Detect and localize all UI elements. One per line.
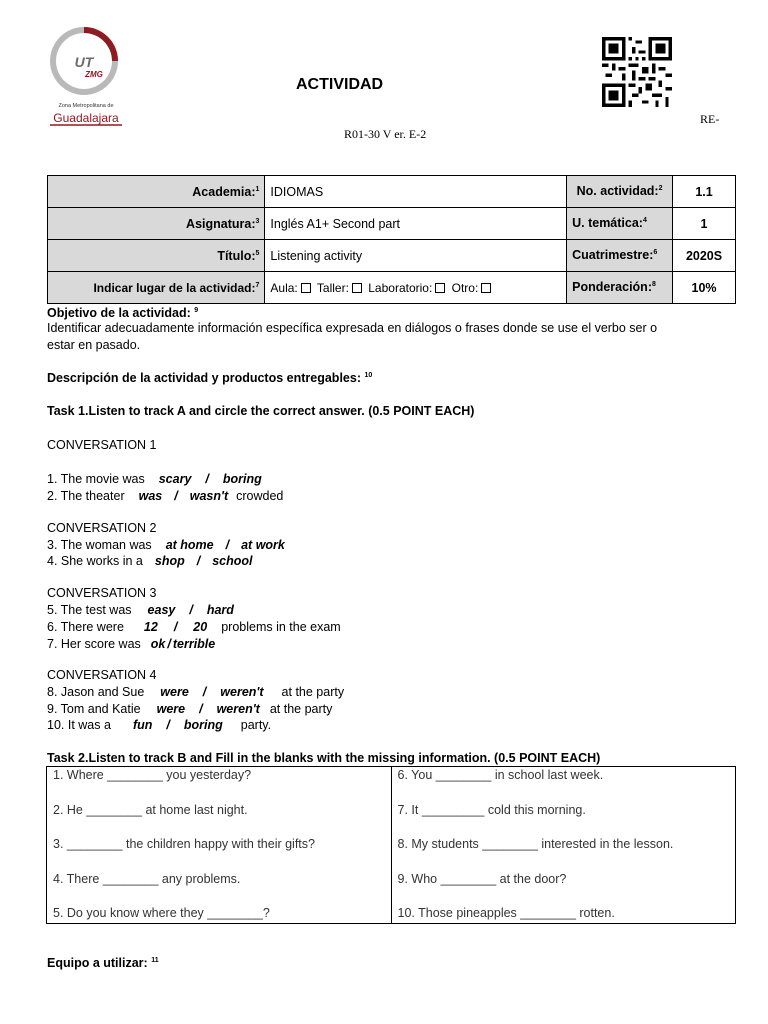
lugar-label: Indicar lugar de la actividad:$^7$ (48, 272, 265, 304)
aula-checkbox[interactable] (301, 283, 311, 293)
task2-item-8: 8. My students ________ interested in the lesson. (391, 836, 736, 871)
conversation-2-heading: CONVERSATION 2 (47, 521, 157, 535)
ponderacion-label: Ponderación:$^8$ (567, 272, 673, 304)
table-row (47, 836, 736, 871)
no-actividad-value: 1.1 (673, 176, 736, 208)
svg-text:UT: UT (74, 54, 94, 70)
task2-heading: Task 2.Listen to track B and Fill in the blanks with the missing information. (0.5 POINT EACH) (47, 751, 601, 765)
revision-label: RE- (700, 112, 720, 126)
task2-item-4: 4. There ________ any problems. (47, 871, 392, 906)
asignatura-value: Inglés A1+ Second part (265, 208, 567, 240)
task1-heading: Task 1.Listen to track A and circle the correct answer. (0.5 POINT EACH) (47, 404, 475, 418)
taller-label: Taller: (316, 280, 349, 295)
ponderacion-value: 10% (673, 272, 736, 304)
laboratorio-label: Laboratorio: (368, 280, 433, 295)
task2-item-5: 5. Do you know where they ________? (47, 905, 392, 924)
objetivo-heading: Objetivo de la actividad: $^9$ (47, 306, 199, 320)
page-title: ACTIVIDAD (296, 76, 384, 93)
otro-label: Otro: (451, 280, 479, 295)
question-9: 9. Tom and Katie were / weren't at the party (47, 702, 333, 716)
conversation-3-heading: CONVERSATION 3 (47, 586, 157, 600)
question-5: 5. The test was easy / hard (47, 603, 234, 617)
question-2: 2. The theater was / wasn't crowded (47, 489, 284, 503)
question-6: 6. There were 12 / 20 problems in the exam (47, 620, 341, 634)
cuatrimestre-value: 2020S (673, 240, 736, 272)
asignatura-label: Asignatura:$^3$ (48, 208, 265, 240)
table-row (47, 871, 736, 906)
task2-item-9: 9. Who ________ at the door? (391, 871, 736, 906)
question-1: 1. The movie was scary / boring (47, 472, 262, 486)
svg-text:Zona Metropolitana de: Zona Metropolitana de (58, 103, 114, 109)
question-4: 4. She works in a shop / school (47, 554, 253, 568)
university-logo (46, 25, 126, 131)
otro-checkbox[interactable] (481, 283, 491, 293)
svg-text:ZMG: ZMG (85, 70, 103, 79)
academia-value: IDIOMAS (265, 176, 567, 208)
objetivo-text-line2: estar en pasado. (47, 338, 141, 352)
question-3: 3. The woman was at home / at work (47, 538, 285, 552)
question-10: 10. It was a fun / boring party. (47, 718, 272, 732)
unidad-tematica-value: 1 (673, 208, 736, 240)
conversation-4-heading: CONVERSATION 4 (47, 668, 157, 682)
objetivo-text-line1: Identificar adecuadamente información específica expresada en diálogos o frases donde se use el verbo ser o (47, 321, 658, 335)
task2-item-7: 7. It _________ cold this morning. (391, 802, 736, 837)
info-row-titulo (48, 240, 736, 272)
taller-checkbox[interactable] (352, 283, 362, 293)
laboratorio-checkbox[interactable] (435, 283, 445, 293)
table-row (47, 905, 736, 924)
equipo-heading: Equipo a utilizar: $^{11}$ (47, 956, 159, 970)
cuatrimestre-label: Cuatrimestre:$^6$ (567, 240, 673, 272)
conversation-1-heading: CONVERSATION 1 (47, 438, 157, 452)
info-row-academia (48, 176, 736, 208)
task2-table (46, 766, 736, 924)
question-8: 8. Jason and Sue were / weren't at the party (47, 685, 345, 699)
task2-item-3: 3. ________ the children happy with their gifts? (47, 836, 392, 871)
aula-label: Aula: (270, 280, 298, 295)
titulo-label: Título:$^5$ (48, 240, 265, 272)
info-row-lugar (48, 272, 736, 304)
activity-info-table (47, 175, 736, 304)
descripcion-heading: Descripción de la actividad y productos entregables: $^{10}$ (47, 371, 373, 385)
info-row-asignatura (48, 208, 736, 240)
lugar-options (265, 272, 567, 304)
titulo-value: Listening activity (265, 240, 567, 272)
unidad-tematica-label: U. temática:$^4$ (567, 208, 673, 240)
task2-item-6: 6. You ________ in school last week. (391, 767, 736, 802)
qr-code (602, 37, 672, 107)
task2-item-1: 1. Where ________ you yesterday? (47, 767, 392, 802)
no-actividad-label: No. actividad:$^2$ (567, 176, 673, 208)
svg-text:Guadalajara: Guadalajara (53, 111, 119, 125)
question-7: 7. Her score was ok / terrible (47, 637, 216, 651)
table-row (47, 767, 736, 802)
academia-label: Academia:$^1$ (48, 176, 265, 208)
task2-item-10: 10. Those pineapples ________ rotten. (391, 905, 736, 924)
task2-item-2: 2. He ________ at home last night. (47, 802, 392, 837)
table-row (47, 802, 736, 837)
document-code: R01-30 V er. E-2 (344, 127, 427, 141)
